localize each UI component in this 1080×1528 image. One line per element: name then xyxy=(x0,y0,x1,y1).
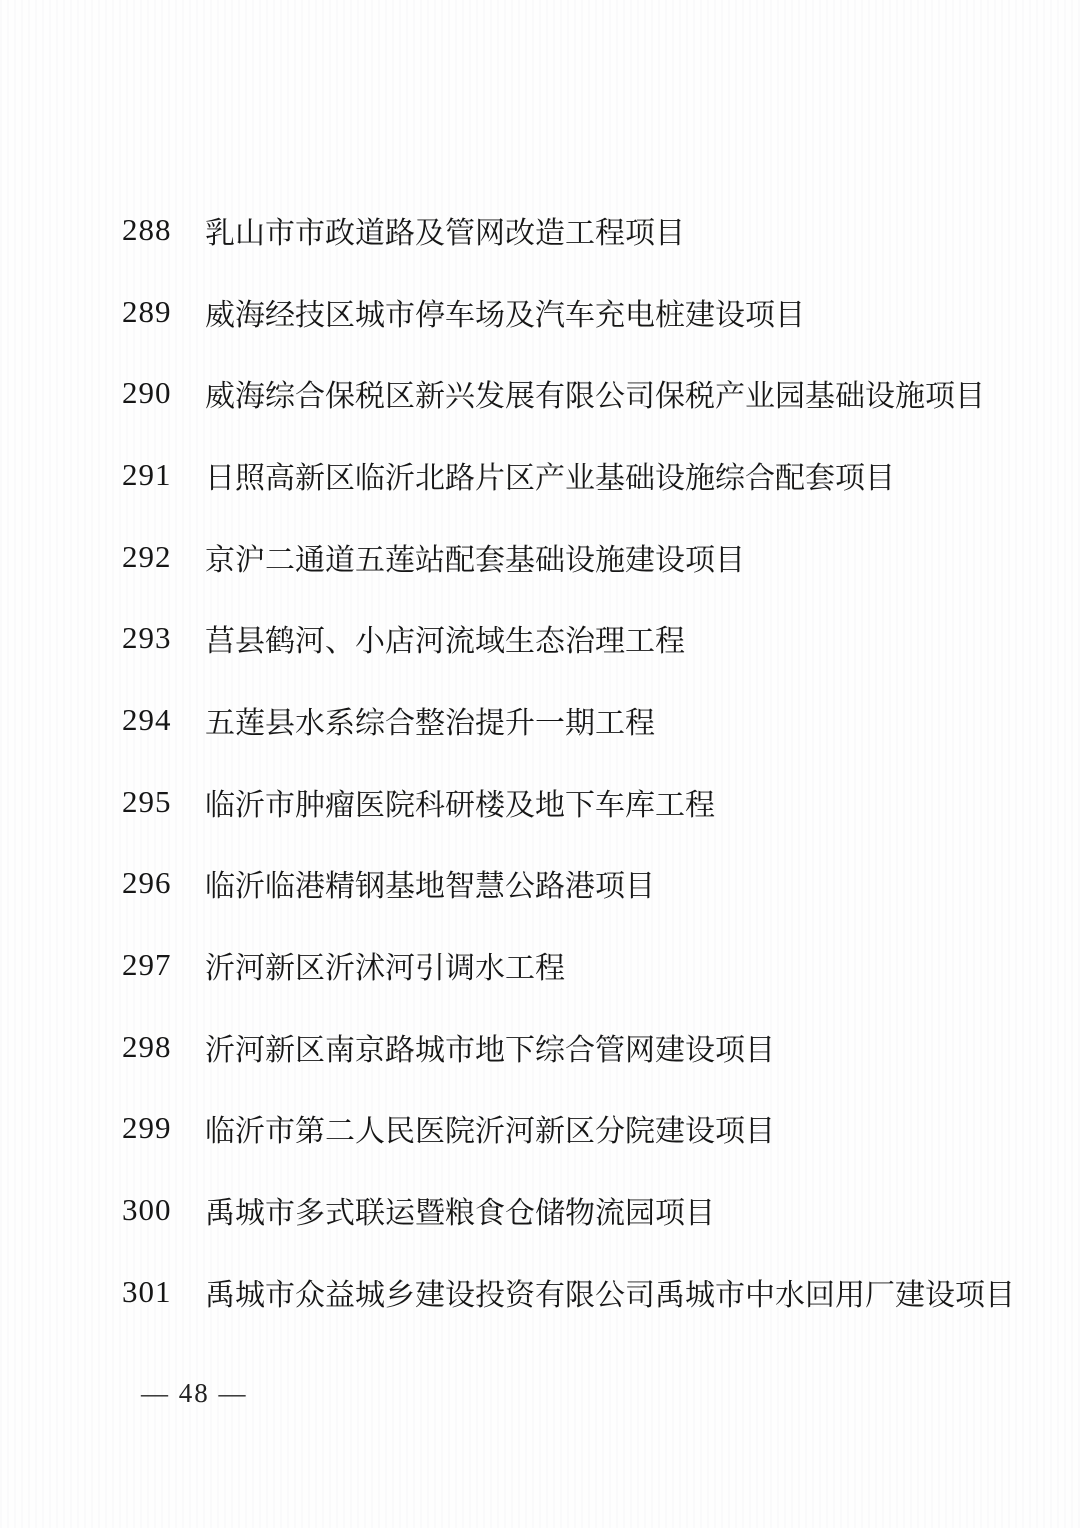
page-footer xyxy=(141,1378,248,1409)
list-item xyxy=(122,1169,1040,1251)
item-title: 威海综合保税区新兴发展有限公司保税产业园基础设施项目 xyxy=(205,380,985,414)
list-item xyxy=(122,843,1040,925)
list-item xyxy=(122,1251,1040,1333)
item-title: 临沂市第二人民医院沂河新区分院建设项目 xyxy=(205,1115,775,1149)
list-item xyxy=(122,516,1040,598)
item-number: 295 xyxy=(122,783,172,819)
item-title: 五莲县水系综合整治提升一期工程 xyxy=(205,706,655,740)
page-number: — 48 — xyxy=(141,1378,248,1408)
list-item xyxy=(122,189,1040,271)
item-title: 沂河新区南京路城市地下综合管网建设项目 xyxy=(205,1033,775,1067)
list-item xyxy=(122,1006,1040,1088)
item-number: 292 xyxy=(122,538,172,574)
list-item xyxy=(122,1088,1040,1170)
item-title: 禹城市多式联运暨粮食仓储物流园项目 xyxy=(205,1197,715,1231)
item-number: 289 xyxy=(122,293,172,329)
item-title: 日照高新区临沂北路片区产业基础设施综合配套项目 xyxy=(205,461,895,495)
item-number: 299 xyxy=(122,1110,172,1146)
item-number: 294 xyxy=(122,701,172,737)
item-number: 288 xyxy=(122,211,172,247)
item-title: 临沂临港精钢基地智慧公路港项目 xyxy=(205,870,655,904)
item-number: 300 xyxy=(122,1192,172,1228)
item-title: 沂河新区沂沭河引调水工程 xyxy=(205,952,565,986)
item-number: 290 xyxy=(122,375,172,411)
item-title: 禹城市众益城乡建设投资有限公司禹城市中水回用厂建设项目 xyxy=(205,1278,1015,1312)
item-title: 乳山市市政道路及管网改造工程项目 xyxy=(205,216,685,250)
item-number: 297 xyxy=(122,947,172,983)
item-title: 临沂市肿瘤医院科研楼及地下车库工程 xyxy=(205,788,715,822)
item-number: 301 xyxy=(122,1273,172,1309)
item-title: 威海经技区城市停车场及汽车充电桩建设项目 xyxy=(205,298,805,332)
item-number: 296 xyxy=(122,865,172,901)
item-number: 298 xyxy=(122,1028,172,1064)
list-item xyxy=(122,761,1040,843)
list-item xyxy=(122,924,1040,1006)
list-item xyxy=(122,352,1040,434)
item-title: 京沪二通道五莲站配套基础设施建设项目 xyxy=(205,543,745,577)
item-title: 莒县鹤河、小店河流域生态治理工程 xyxy=(205,625,685,659)
project-list xyxy=(122,189,1040,1333)
list-item xyxy=(122,597,1040,679)
item-number: 291 xyxy=(122,456,172,492)
list-item xyxy=(122,434,1040,516)
item-number: 293 xyxy=(122,620,172,656)
list-item xyxy=(122,679,1040,761)
list-item xyxy=(122,271,1040,353)
